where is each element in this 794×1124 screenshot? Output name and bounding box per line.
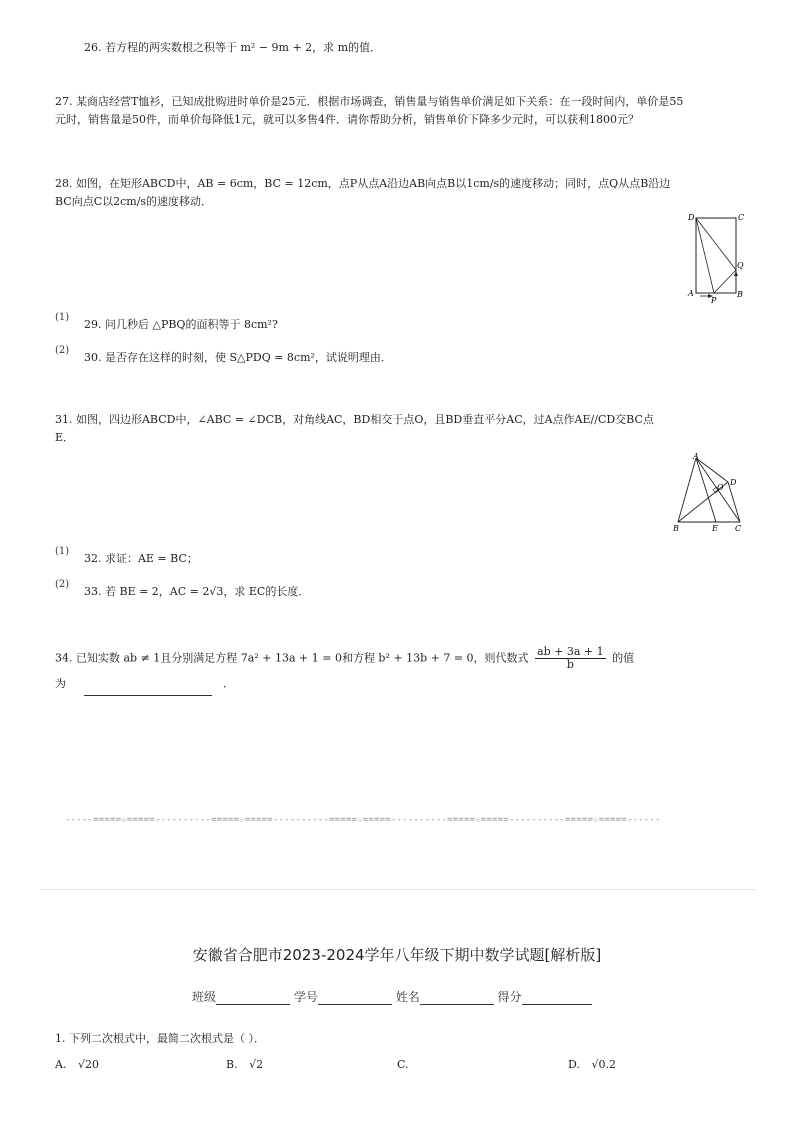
sub-number-2: (2) bbox=[55, 579, 70, 590]
score-field[interactable] bbox=[522, 991, 592, 1005]
question-34-line-1 bbox=[55, 646, 634, 671]
sub-number-2: (2) bbox=[55, 345, 70, 356]
question-29: 29. 问几秒后 △PBQ的面积等于 8cm²? bbox=[84, 318, 278, 331]
option-b-letter: B. bbox=[226, 1058, 238, 1071]
question-30: 30. 是否存在这样的时刻，使 S△PDQ = 8cm²，试说明理由． bbox=[84, 351, 392, 364]
label-p: P bbox=[711, 296, 717, 305]
question-34-line-2 bbox=[55, 672, 234, 696]
question-34-text-d: ． bbox=[223, 677, 234, 690]
option-d[interactable] bbox=[568, 1058, 616, 1071]
label-b: B bbox=[673, 524, 679, 533]
option-a[interactable] bbox=[55, 1058, 99, 1071]
option-a-letter: A. bbox=[55, 1058, 67, 1071]
label-d: D bbox=[688, 213, 695, 222]
option-b[interactable] bbox=[226, 1058, 263, 1071]
student-info bbox=[192, 988, 592, 1005]
question-33: 33. 若 BE = 2，AC = 2√3，求 EC的长度． bbox=[84, 585, 310, 598]
answer-blank[interactable] bbox=[84, 682, 212, 696]
label-a: A bbox=[693, 452, 699, 461]
question-27-line-2: 元时，销售量是50件，而单价每降低1元，就可以多售4件．请你帮助分析，销售单价下降多少元时，可以获利1800元？ bbox=[55, 113, 639, 126]
option-c-letter: C. bbox=[397, 1058, 409, 1071]
fraction-numerator: ab + 3a + 1 bbox=[537, 645, 604, 658]
sub-number-1: (1) bbox=[55, 546, 70, 557]
label-e: E bbox=[712, 524, 718, 533]
score-label: 得分 bbox=[497, 990, 522, 1004]
quadrilateral-figure bbox=[668, 452, 748, 534]
question-28-line-1: 28. 如图，在矩形ABCD中，AB = 6cm，BC = 12cm，点P从点A沿边AB向点B以1cm/s的速度移动；同时，点Q从点B沿边 bbox=[55, 177, 671, 190]
option-c[interactable] bbox=[397, 1058, 417, 1071]
rectangle-figure bbox=[682, 210, 752, 305]
question-32: 32. 求证：AE = BC； bbox=[84, 552, 198, 565]
name-field[interactable] bbox=[420, 991, 494, 1005]
label-o: O bbox=[717, 483, 724, 492]
question-31-line-2: E． bbox=[55, 431, 75, 444]
question-28-line-2: BC向点C以2cm/s的速度移动． bbox=[55, 195, 213, 208]
id-label: 学号 bbox=[293, 990, 318, 1004]
option-b-value: √2 bbox=[249, 1058, 264, 1071]
option-d-letter: D. bbox=[568, 1058, 580, 1071]
label-c: C bbox=[735, 524, 742, 533]
label-a: A bbox=[688, 289, 694, 298]
option-d-value: √0.2 bbox=[591, 1058, 616, 1071]
question-1: 1. 下列二次根式中，最简二次根式是（ ）． bbox=[55, 1032, 265, 1045]
page-divider bbox=[40, 889, 756, 890]
name-label: 姓名 bbox=[395, 990, 420, 1004]
question-34-text-b: 的值 bbox=[612, 651, 635, 665]
question-31-line-1: 31. 如图，四边形ABCD中，∠ABC = ∠DCB，对角线AC，BD相交于点O，且BD垂直平分AC，过A点作AE//CD交BC点 bbox=[55, 413, 654, 426]
label-c: C bbox=[738, 213, 745, 222]
option-a-value: √20 bbox=[77, 1058, 99, 1071]
fraction-denominator: b bbox=[566, 658, 574, 671]
label-d: D bbox=[730, 478, 737, 487]
label-b: B bbox=[737, 290, 743, 299]
fraction bbox=[535, 646, 606, 671]
question-27-line-1: 27. 某商店经营T恤衫，已知成批购进时单价是25元．根据市场调查，销售量与销售单价满足如下关系：在一段时间内，单价是55 bbox=[55, 95, 684, 108]
question-34-text-c: 为 bbox=[55, 677, 66, 690]
question-26: 26. 若方程的两实数根之积等于 m² − 9m + 2，求 m的值． bbox=[84, 41, 382, 54]
class-label: 班级 bbox=[192, 990, 217, 1004]
question-34-text-a: 34. 已知实数 ab ≠ 1且分别满足方程 7a² + 13a + 1 = 0和方程 b² + 13b + 7 = 0，则代数式 bbox=[55, 651, 529, 665]
id-field[interactable] bbox=[318, 991, 392, 1005]
class-field[interactable] bbox=[216, 991, 290, 1005]
label-q: Q bbox=[737, 261, 744, 270]
sub-number-1: (1) bbox=[55, 312, 70, 323]
section-separator: -----=====☆=====----------=====☆=====----------=====☆=====----------=====☆=====----------=====☆=====------ bbox=[65, 815, 661, 825]
page-title: 安徽省合肥市2023-2024学年八年级下期中数学试题[解析版] bbox=[192, 946, 602, 964]
